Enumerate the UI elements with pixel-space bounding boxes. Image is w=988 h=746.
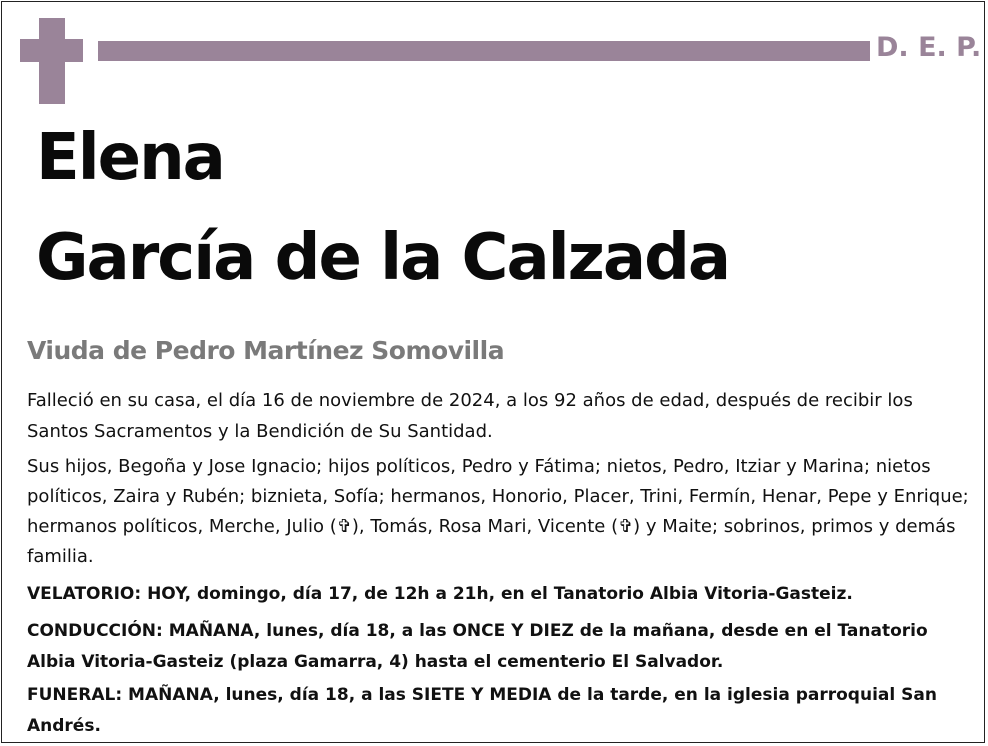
conduccion-paragraph: CONDUCCIÓN: MAÑANA, lunes, día 18, a las ONCE Y DIEZ de la mañana, desde en el Tanatorio Albia Vitoria-Gasteiz (plaza Gamarra, 4) hasta el cementerio El Salvador. bbox=[27, 621, 928, 672]
velatorio-paragraph: VELATORIO: HOY, domingo, día 17, de 12h a 21h, en el Tanatorio Albia Vitoria-Gasteiz. bbox=[27, 584, 853, 604]
header-divider-bar bbox=[98, 41, 870, 61]
family-paragraph: Sus hijos, Begoña y Jose Ignacio; hijos políticos, Pedro y Fátima; nietos, Pedro, Itziar y Marina; nietos políticos, Zaira y Rubén; biznieta, Sofía; hermanos, Honorio, Placer, Trini, Fermín, Henar, Pepe y Enrique; hermanos políticos, Merche, Julio (✞), Tomás, Rosa Mari, Vicente (✞) y Maite; sobrinos, primos y demás familia. bbox=[27, 456, 969, 567]
deceased-surname: García de la Calzada bbox=[36, 221, 730, 295]
dep-label: D. E. P. bbox=[876, 32, 982, 63]
funeral-paragraph: FUNERAL: MAÑANA, lunes, día 18, a las SIETE Y MEDIA de la tarde, en la iglesia parroquial San Andrés. bbox=[27, 685, 937, 736]
widow-of-line: Viuda de Pedro Martínez Somovilla bbox=[27, 336, 505, 365]
obituary-notice bbox=[1, 1, 985, 743]
cross-icon-horizontal bbox=[20, 39, 83, 62]
death-paragraph: Falleció en su casa, el día 16 de noviembre de 2024, a los 92 años de edad, después de recibir los Santos Sacramentos y la Bendición de Su Santidad. bbox=[27, 390, 913, 442]
deceased-first-name: Elena bbox=[36, 121, 224, 195]
